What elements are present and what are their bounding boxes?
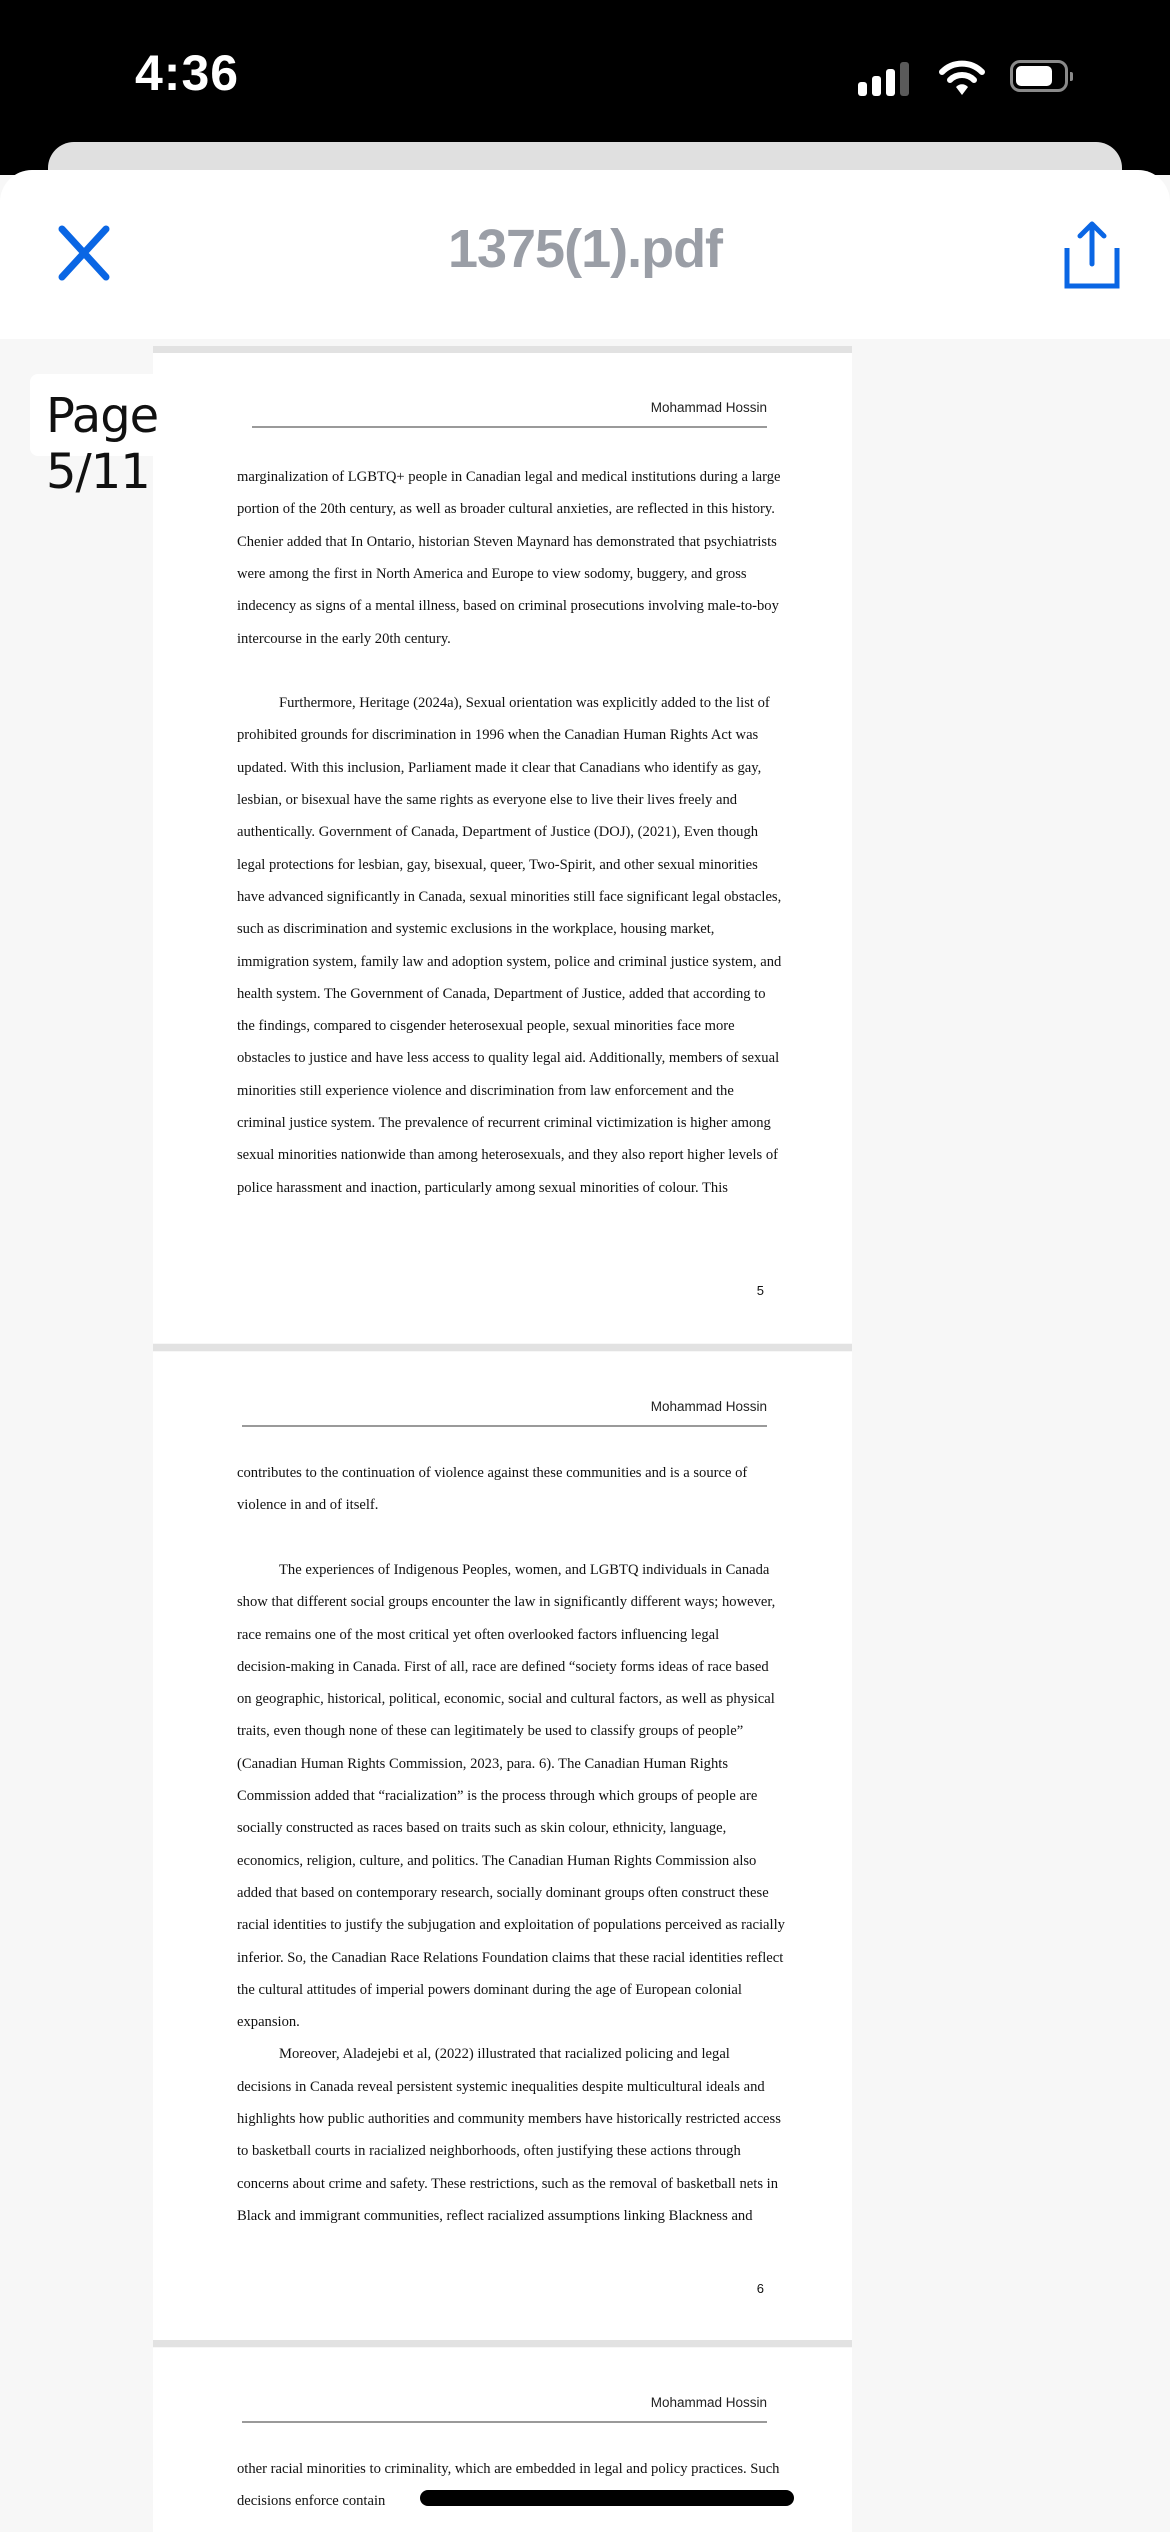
- text-line: decisions in Canada reveal persistent systemic inequalities despite multicultural ideals and: [237, 2078, 765, 2095]
- page-separator: [153, 1344, 852, 1351]
- text-line: concerns about crime and safety. These restrictions, such as the removal of basketball nets in: [237, 2175, 779, 2192]
- text-line: added that based on contemporary research, socially dominant groups often construct these: [237, 1884, 769, 1901]
- page-number: 6: [756, 2281, 764, 2296]
- text-line: race remains one of the most critical yet often overlooked factors influencing legal: [237, 1626, 720, 1643]
- text-line: to basketball courts in racialized neighborhoods, often justifying these actions through: [237, 2143, 741, 2160]
- text-line: traits, even though none of these can legitimately be used to classify groups of people”: [237, 1723, 744, 1740]
- text-line: highlights how public authorities and community members have historically restricted access: [237, 2111, 781, 2127]
- text-line: Black and immigrant communities, reflect racialized assumptions linking Blackness and: [237, 2207, 753, 2224]
- text-line: authentically. Government of Canada, Department of Justice (DOJ), (2021), Even though: [237, 824, 759, 841]
- wifi-icon: [938, 58, 986, 98]
- header-rule: [242, 1425, 767, 1427]
- page-indicator-text: Page 5/11: [46, 388, 159, 500]
- text-line: lesbian, or bisexual have the same rights as everyone else to live their lives freely and: [237, 792, 738, 808]
- text-line: marginalization of LGBTQ+ people in Canadian legal and medical institutions during a large: [237, 469, 781, 485]
- text-line: the cultural attitudes of imperial powers dominant during the age of European colonial: [237, 1981, 742, 1998]
- status-time: 4:36: [135, 45, 240, 101]
- text-line: health system. The Government of Canada, Department of Justice, added that according to: [237, 985, 766, 1002]
- text-line: racial identities to justify the subjugation and exploitation of populations perceived as racially: [237, 1917, 785, 1934]
- pdf-page: [153, 1352, 852, 2340]
- header-rule: [242, 2421, 767, 2423]
- page-number: 5: [756, 1283, 764, 1298]
- battery-icon: [1010, 60, 1068, 92]
- text-line: prohibited grounds for discrimination in 1996 when the Canadian Human Rights Act was: [237, 727, 759, 744]
- page-separator: [153, 346, 852, 353]
- text-line: immigration system, family law and adoption system, police and criminal justice system, and: [237, 953, 782, 970]
- text-line: portion of the 20th century, as well as broader cultural anxieties, are reflected in this history.: [237, 501, 775, 518]
- text-line: criminal justice system. The prevalence of recurrent criminal victimization is higher among: [237, 1115, 771, 1131]
- header-rule: [242, 426, 767, 428]
- text-line: decision-making in Canada. First of all, race are defined “society forms ideas of race based: [237, 1658, 769, 1675]
- text-line: updated. With this inclusion, Parliament made it clear that Canadians who identify as gay,: [237, 759, 762, 776]
- text-line: such as discrimination and systemic exclusions in the workplace, housing market,: [237, 921, 715, 938]
- page-running-header: Mohammad Hossin: [650, 400, 767, 415]
- text-line: the findings, compared to cisgender heterosexual people, sexual minorities face more: [237, 1018, 735, 1035]
- text-line: indecency as signs of a mental illness, based on criminal prosecutions involving male-to-boy: [237, 598, 779, 615]
- text-line: show that different social groups encounter the law in significantly different ways; however,: [237, 1594, 776, 1611]
- text-line: decisions enforce contain: [237, 2493, 386, 2510]
- pdf-page: [153, 353, 852, 1343]
- text-line: Moreover, Aladejebi et al, (2022) illustrated that racialized policing and legal: [279, 2046, 730, 2063]
- text-line: violence in and of itself.: [237, 1497, 379, 1514]
- text-line: economics, religion, culture, and politics. The Canadian Human Rights Commission also: [237, 1852, 757, 1869]
- page-separator: [153, 2340, 852, 2347]
- text-line: police harassment and inaction, particularly among sexual minorities of colour. This: [237, 1179, 728, 1196]
- text-line: Commission added that “racialization” is the process through which groups of people are: [237, 1788, 758, 1804]
- text-line: obstacles to justice and have less access to quality legal aid. Additionally, members of sexual: [237, 1050, 780, 1067]
- text-line: minorities still experience violence and discrimination from law enforcement and the: [237, 1082, 734, 1099]
- share-button[interactable]: [1062, 220, 1122, 290]
- home-indicator[interactable]: [420, 2490, 794, 2506]
- text-line: Chenier added that In Ontario, historian Steven Maynard has demonstrated that psychiatrists: [237, 533, 777, 550]
- text-line: on geographic, historical, political, economic, social and cultural factors, as well as physical: [237, 1691, 775, 1708]
- text-line: legal protections for lesbian, gay, bisexual, queer, Two-Spirit, and other sexual minorities: [237, 856, 758, 873]
- page-indicator: [30, 374, 252, 500]
- text-line: socially constructed as races based on traits such as skin colour, ethnicity, language,: [237, 1820, 727, 1837]
- text-line: other racial minorities to criminality, which are embedded in legal and policy practices. Such: [237, 2461, 780, 2477]
- text-line: (Canadian Human Rights Commission, 2023, para. 6). The Canadian Human Rights: [237, 1755, 728, 1772]
- text-line: were among the first in North America and Europe to view sodomy, buggery, and gross: [237, 565, 747, 582]
- text-line: have advanced significantly in Canada, sexual minorities still face significant legal obstacles,: [237, 888, 782, 905]
- text-line: sexual minorities nationwide than among heterosexuals, and they also report higher levels of: [237, 1147, 779, 1164]
- text-line: The experiences of Indigenous Peoples, women, and LGBTQ individuals in Canada: [279, 1561, 770, 1578]
- text-line: inferior. So, the Canadian Race Relations Foundation claims that these racial identities reflect: [237, 1949, 784, 1966]
- document-title: 1375(1).pdf: [447, 219, 723, 279]
- text-line: intercourse in the early 20th century.: [237, 630, 451, 647]
- text-line: Furthermore, Heritage (2024a), Sexual orientation was explicitly added to the list of: [279, 695, 770, 712]
- cellular-signal-icon: [858, 62, 918, 96]
- text-line: contributes to the continuation of violence against these communities and is a source of: [237, 1465, 748, 1481]
- page-running-header: Mohammad Hossin: [650, 1399, 767, 1414]
- text-line: expansion.: [237, 2014, 300, 2031]
- page-running-header: Mohammad Hossin: [650, 2395, 767, 2410]
